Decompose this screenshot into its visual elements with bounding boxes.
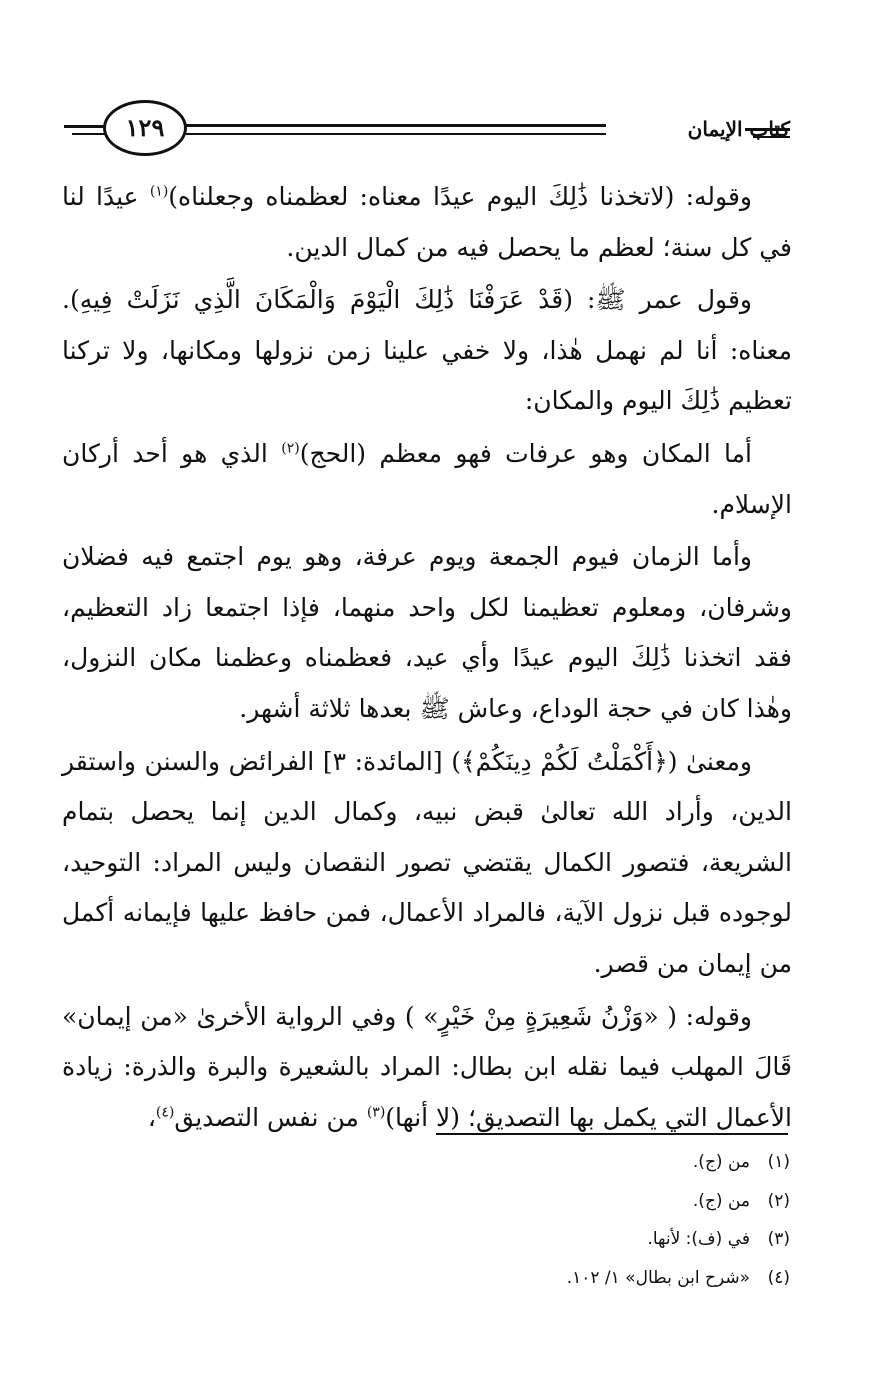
footnote-text: من (ج). <box>692 1190 750 1211</box>
running-header-title: كتاب الإيمان <box>687 117 790 141</box>
footnote-ref-4: (٤) <box>155 1104 175 1121</box>
page-number: ١٢٩ <box>125 113 165 142</box>
footnote-1 <box>390 1143 790 1182</box>
header-rule-main-2 <box>186 133 606 135</box>
paragraph-2 <box>62 275 792 427</box>
footnote-ref-1: (١) <box>149 183 169 200</box>
header-rule-left <box>64 125 106 128</box>
text-run: أما المكان وهو عرفات فهو معظم (الحج) <box>299 438 752 468</box>
footnote-2 <box>390 1182 790 1221</box>
main-text <box>62 172 792 1145</box>
text-run: وأما الزمان فيوم الجمعة ويوم عرفة، وهو يوم اجتمع فيه فضلان وشرفان، ومعلوم تعظيمنا لكل واحد منهما، فإذا اجتمعا زاد التعظيم، فقد اتخذنا ذَٰلِكَ اليوم عيدًا وأي عيد، فعظمناه وعظمنا مكان النزول، وهٰذا كان في حجة الوداع، وعاش ﷺ بعدها ثلاثة أشهر. <box>62 542 792 723</box>
text-run: وقوله: ( «وَزْنُ شَعِيرَةٍ مِنْ خَيْرٍ» ) وفي الرواية الأخرىٰ «من إيمان» قَالَ المهلب فيما نقله ابن بطال: المراد بالشعيرة والبرة والذرة: زيادة الأعمال التي يكمل بها التصديق؛ (لا أنها) <box>62 1001 792 1132</box>
footnote-number: (٢) <box>767 1190 790 1211</box>
footnote-number: (٤) <box>767 1267 790 1288</box>
footnotes <box>390 1143 790 1297</box>
paragraph-5 <box>62 737 792 990</box>
footnote-ref-3: (٣) <box>366 1104 386 1121</box>
footnote-text: في (ف): لأنها. <box>647 1229 750 1249</box>
paragraph-6 <box>62 992 792 1144</box>
footnote-number: (١) <box>767 1152 790 1172</box>
footnote-ref-2: (٢) <box>281 440 300 457</box>
header-rule-left-2 <box>72 133 106 135</box>
page-number-badge <box>103 100 187 156</box>
text-run: وقوله: (لاتخذنا ذَٰلِكَ اليوم عيدًا معناه: لعظمناه وجعلناه) <box>168 182 752 211</box>
text-run: الذي هو أحد أركان الإسلام. <box>62 438 792 519</box>
footnote-number: (٣) <box>767 1229 790 1249</box>
footnote-3 <box>390 1220 790 1259</box>
paragraph-1 <box>62 172 792 273</box>
text-run: ومعنىٰ (﴿أَكْمَلْتُ لَكُمْ دِينَكُمْ﴾) [المائدة: ٣] الفرائض والسنن واستقر الدين، وأراد الله تعالىٰ قبض نبيه، وكمال الدين إنما يحصل بتمام الشريعة، فتصور الكمال يقتضي تصور النقصان وليس المراد: التوحيد، لوجوده قبل نزول الآية، فالمراد الأعمال، فمن حافظ عليها فإيمانه أكمل من إيمان من قصر. <box>62 746 792 978</box>
paragraph-3 <box>62 429 792 530</box>
footnote-4 <box>390 1259 790 1298</box>
text-run: عيدًا لنا في كل سنة؛ لعظم ما يحصل فيه من كمال الدين. <box>62 182 792 262</box>
footnote-separator <box>436 1133 788 1135</box>
header-rule-main <box>186 124 606 127</box>
footnote-text: من (ج). <box>692 1152 750 1172</box>
paragraph-4 <box>62 532 792 734</box>
text-run: ، <box>147 1102 156 1132</box>
text-run: من نفس التصديق <box>174 1102 367 1132</box>
text-run: وقول عمر ﷺ: (قَدْ عَرَفْنَا ذَٰلِكَ الْيَوْمَ وَالْمَكَانَ الَّذِي نَزَلَتْ فِيهِ). معناه: أنا لم نهمل هٰذا، ولا خفي علينا زمن نزولها ومكانها، ولا تركنا تعظيم ذَٰلِكَ اليوم والمكان: <box>62 285 792 416</box>
footnote-text: «شرح ابن بطال» ١/ ١٠٢. <box>566 1267 750 1288</box>
